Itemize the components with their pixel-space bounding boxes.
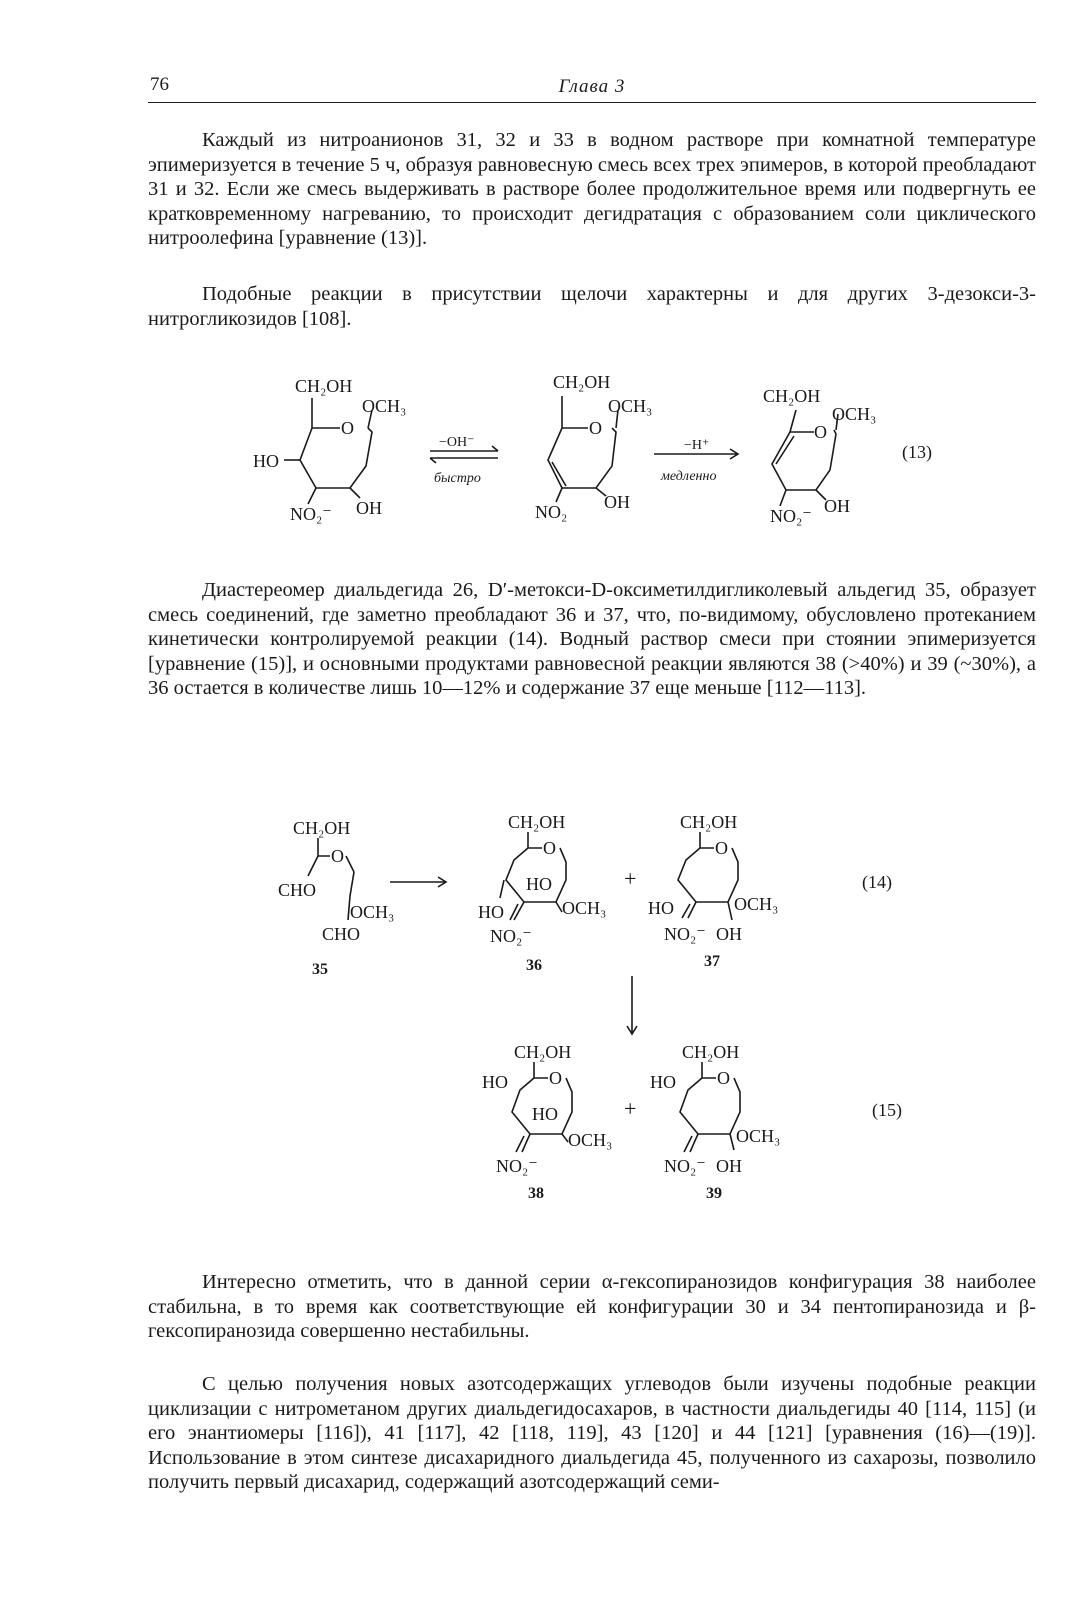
mol36-ho: HO [478, 902, 504, 922]
compound-label-38: 38 [528, 1185, 544, 1202]
mol38-ho-inner: HO [532, 1104, 558, 1124]
mol2-oh: OH [604, 492, 630, 512]
mol36-och3: OCH₃ [562, 898, 607, 918]
mol35-och3: OCH₃ [350, 902, 395, 922]
plus-sign-15: + [624, 1096, 637, 1121]
mol36-ho-inner: HO [526, 874, 552, 894]
mol39-ho-top: HO [650, 1072, 676, 1092]
arrow2-top: −H⁺ [684, 438, 710, 453]
mol37-ho: HO [648, 898, 674, 918]
reaction-scheme-14-15 [0, 800, 1092, 1210]
arrow1-bottom: быстро [434, 471, 481, 486]
equation-13-number: (13) [902, 442, 932, 462]
chapter-title: Глава 3 [558, 76, 626, 97]
mol35-cho-2: CHO [322, 924, 361, 944]
arrow1-top: −OH⁻ [439, 435, 475, 450]
mol39-oh: OH [716, 1156, 742, 1176]
paragraph-epimerization: Каждый из нитроанионов 31, 32 и 33 в водном растворе при комнатной температуре эпимеризуется в течение 5 ч, образуя равновесную смесь всех трех эпимеров, в которой преобладают 31 и 32. Если же смесь выдерживать в растворе более продолжительное время или подвергнуть ее кратковременному нагреванию, то происходит дегидратация с образованием соли циклического нитроолефина [уравнение (13)]. [148, 129, 1036, 250]
mol36-o: O [543, 838, 556, 858]
mol3-och3: OCH₃ [832, 404, 877, 424]
reaction-scheme-13 [0, 360, 1092, 540]
mol3-ring-o: O [814, 422, 827, 442]
mol37-o: O [715, 838, 728, 858]
running-header [148, 72, 1036, 103]
mol3-no2: NO₂⁻ [770, 506, 812, 526]
mol36-ch2oh: CH₂OH [508, 812, 566, 832]
mol1-oh: OH [356, 498, 382, 518]
mol35-ch2oh: CH₂OH [293, 818, 351, 838]
compound-label-39: 39 [706, 1185, 722, 1202]
equation-14-number: (14) [862, 872, 892, 892]
mol38-ch2oh: CH₂OH [514, 1042, 572, 1062]
compound-label-36: 36 [526, 957, 542, 974]
mol2-ring-o: O [589, 418, 602, 438]
mol39-o: O [717, 1068, 730, 1088]
arrow2-bottom: медленно [661, 469, 717, 484]
plus-sign-14: + [624, 866, 637, 891]
mol37-ch2oh: CH₂OH [680, 812, 738, 832]
mol38-o: O [549, 1068, 562, 1088]
paragraph-similar-reactions: Подобные реакции в присутствии щелочи характерны и для других 3-дезокси-3-нитрогликозидов [108]. [148, 283, 1036, 330]
mol39-ch2oh: CH₂OH [682, 1042, 740, 1062]
mol2-och3: OCH₃ [608, 396, 653, 416]
mol3-oh: OH [824, 496, 850, 516]
mol2-ch2oh: CH₂OH [553, 372, 611, 392]
mol38-och3: OCH₃ [568, 1130, 613, 1150]
mol1-no2: NO₂⁻ [290, 504, 332, 524]
paragraph-diastereomer: Диастереомер диальдегида 26, D′-метокси-D-оксиметилдигликолевый альдегид 35, образует смесь соединений, где заметно преобладают 36 и 37, что, по-видимому, обусловлено протеканием кинетически контролируемой реакции (14). Водный раствор смеси при стоянии эпимеризуется [уравнение (15)], и основными продуктами равновесной реакции являются 38 (>40%) и 39 (~30%), а 36 остается в количестве лишь 10—12% и содержание 37 еще меньше [112—113]. [148, 579, 1036, 700]
mol37-oh: OH [716, 924, 742, 944]
mol1-ring-o: O [341, 418, 354, 438]
mol37-no2: NO₂⁻ [664, 924, 706, 944]
mol38-no2: NO₂⁻ [496, 1156, 538, 1176]
mol35-cho-1: CHO [278, 880, 317, 900]
mol39-och3: OCH₃ [736, 1126, 781, 1146]
equation-15-number: (15) [872, 1100, 902, 1120]
mol1-och3: OCH₃ [362, 396, 407, 416]
mol3-ch2oh: CH₂OH [763, 386, 821, 406]
mol1-ch2oh: CH₂OH [295, 376, 353, 396]
mol36-no2: NO₂⁻ [490, 926, 532, 946]
mol35-o: O [331, 846, 344, 866]
mol2-no2: NO₂ [535, 502, 568, 522]
mol1-ho: HO [253, 451, 279, 471]
compound-label-35: 35 [312, 961, 328, 978]
paragraph-stability: Интересно отметить, что в данной серии α-гексопиранозидов конфигурация 38 наиболее стабильна, в то время как соответствующие ей конфигурации 30 и 34 пентопиранозида и β-гексопиранозида совершенно нестабильны. [148, 1271, 1036, 1343]
mol37-och3: OCH₃ [734, 894, 779, 914]
paragraph-nitrogen-carbohydrates: С целью получения новых азотсодержащих углеводов были изучены подобные реакции циклизации с нитрометаном других диальдегидосахаров, в частности диальдегиды 40 [114, 115] (и его энантиомеры [116]), 41 [117], 42 [118, 119], 43 [120] и 44 [121] [уравнения (16)—(19)]. Использование в этом синтезе дисахаридного диальдегида 45, полученного из сахарозы, позволило получить первый дисахарид, содержащий азотсодержащий семи- [148, 1373, 1036, 1494]
mol38-ho-top: HO [482, 1072, 508, 1092]
mol39-no2: NO₂⁻ [664, 1156, 706, 1176]
compound-label-37: 37 [704, 953, 720, 970]
page-number: 76 [150, 74, 169, 95]
